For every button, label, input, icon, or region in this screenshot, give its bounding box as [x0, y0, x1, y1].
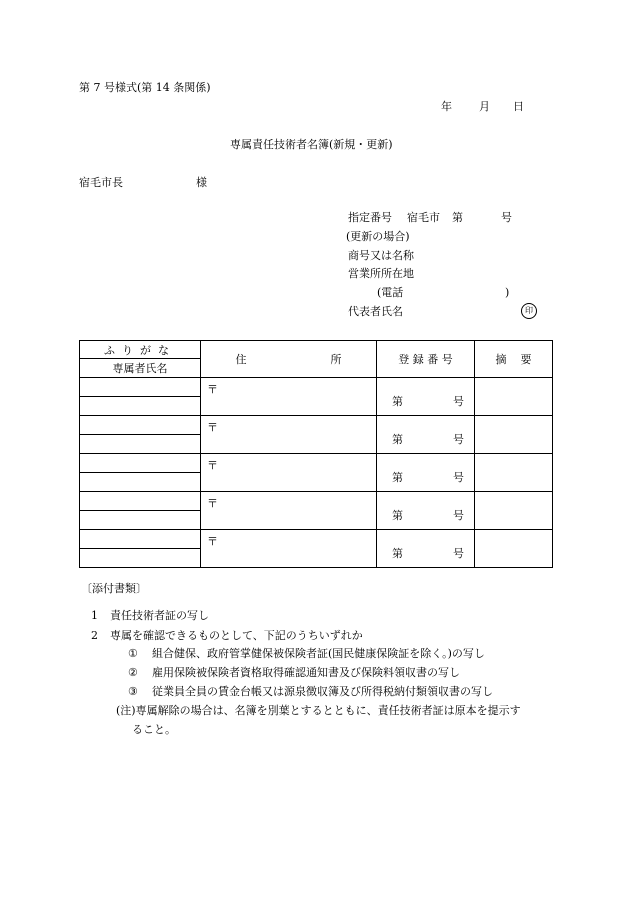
attachment-number: 1: [91, 609, 98, 622]
sub-item-number: ①: [128, 647, 138, 660]
register-table: [79, 340, 553, 568]
name-cell[interactable]: [80, 511, 201, 530]
postal-mark: 〒: [207, 383, 218, 396]
form-number: 第 7 号様式(第 14 条関係): [79, 81, 211, 94]
addressee-mayor: 宿毛市長: [79, 176, 123, 189]
date-month-label: 月: [479, 100, 490, 113]
registration-cell[interactable]: [377, 378, 475, 416]
furigana-cell[interactable]: [80, 530, 201, 549]
remarks-header: [475, 341, 553, 378]
seal-mark: 印: [521, 303, 537, 319]
table-row: [80, 378, 553, 397]
registration-cell[interactable]: [377, 416, 475, 454]
postal-mark: 〒: [207, 535, 218, 548]
address-cell[interactable]: [201, 530, 377, 568]
note-text: (注)専属解除の場合は、名簿を別葉とするとともに、責任技術者証は原本を提示す: [116, 704, 521, 717]
sub-item-number: ②: [128, 666, 138, 679]
address-header-left: 住: [235, 353, 247, 366]
address-cell[interactable]: [201, 416, 377, 454]
remarks-cell[interactable]: [475, 492, 553, 530]
renewal-note: (更新の場合): [346, 230, 410, 243]
designation-dai: 第: [452, 211, 463, 224]
address-header: [201, 341, 377, 378]
address-header-right: 所: [330, 353, 342, 366]
addressee-honorific: 様: [196, 176, 207, 189]
registration-cell[interactable]: [377, 454, 475, 492]
furigana-cell[interactable]: [80, 416, 201, 435]
remarks-cell[interactable]: [475, 378, 553, 416]
address-cell[interactable]: [201, 378, 377, 416]
remarks-cell[interactable]: [475, 416, 553, 454]
table-row: [80, 454, 553, 473]
table-row: [80, 492, 553, 511]
postal-mark: 〒: [207, 497, 218, 510]
registration-dai: 第: [392, 547, 403, 560]
registration-go: 号: [453, 547, 464, 560]
trade-name-label: 商号又は名称: [348, 249, 414, 262]
designation-go: 号: [501, 211, 512, 224]
note-text-continued: ること。: [132, 723, 176, 736]
date-day-label: 日: [513, 100, 524, 113]
name-header: 専属者氏名: [80, 359, 201, 378]
remarks-cell[interactable]: [475, 454, 553, 492]
postal-mark: 〒: [207, 459, 218, 472]
address-cell[interactable]: [201, 492, 377, 530]
phone-close-paren: ): [505, 286, 510, 299]
registration-go: 号: [453, 433, 464, 446]
attachment-text: 責任技術者証の写し: [110, 609, 209, 622]
registration-dai: 第: [392, 395, 403, 408]
designation-number-label: 指定番号: [348, 211, 392, 224]
registration-dai: 第: [392, 433, 403, 446]
attachments-heading: 〔添付書類〕: [81, 582, 147, 595]
date-year-label: 年: [441, 100, 452, 113]
name-cell[interactable]: [80, 473, 201, 492]
designation-city: 宿毛市: [407, 211, 440, 224]
registration-go: 号: [453, 395, 464, 408]
furigana-cell[interactable]: [80, 378, 201, 397]
name-cell[interactable]: [80, 549, 201, 568]
table-row: [80, 530, 553, 549]
attachment-text: 専属を確認できるものとして、下記のうちいずれか: [110, 629, 363, 642]
registration-cell[interactable]: [377, 530, 475, 568]
sub-item-text: 雇用保険被保険者資格取得確認通知書及び保険料領収書の写し: [152, 666, 460, 679]
registration-go: 号: [453, 471, 464, 484]
furigana-cell[interactable]: [80, 454, 201, 473]
representative-name-label: 代表者氏名: [348, 305, 403, 318]
office-location-label: 営業所所在地: [348, 267, 414, 280]
remarks-cell[interactable]: [475, 530, 553, 568]
remarks-header-left: 摘: [495, 353, 507, 366]
address-cell[interactable]: [201, 454, 377, 492]
document-title: 専属責任技術者名簿(新規・更新): [230, 138, 393, 151]
name-cell[interactable]: [80, 397, 201, 416]
remarks-header-right: 要: [520, 353, 532, 366]
registration-dai: 第: [392, 509, 403, 522]
phone-label: (電話: [377, 286, 404, 299]
postal-mark: 〒: [207, 421, 218, 434]
furigana-header: ふりがな: [80, 341, 201, 359]
registration-cell[interactable]: [377, 492, 475, 530]
registration-go: 号: [453, 509, 464, 522]
sub-item-number: ③: [128, 685, 138, 698]
sub-item-text: 組合健保、政府管掌健保被保険者証(国民健康保険証を除く。)の写し: [152, 647, 485, 660]
furigana-cell[interactable]: [80, 492, 201, 511]
registration-dai: 第: [392, 471, 403, 484]
attachment-number: 2: [91, 629, 98, 642]
name-cell[interactable]: [80, 435, 201, 454]
sub-item-text: 従業員全員の賃金台帳又は源泉徴収簿及び所得税納付類領収書の写し: [152, 685, 493, 698]
table-row: [80, 416, 553, 435]
registration-number-header: 登 録 番 号: [377, 341, 475, 378]
